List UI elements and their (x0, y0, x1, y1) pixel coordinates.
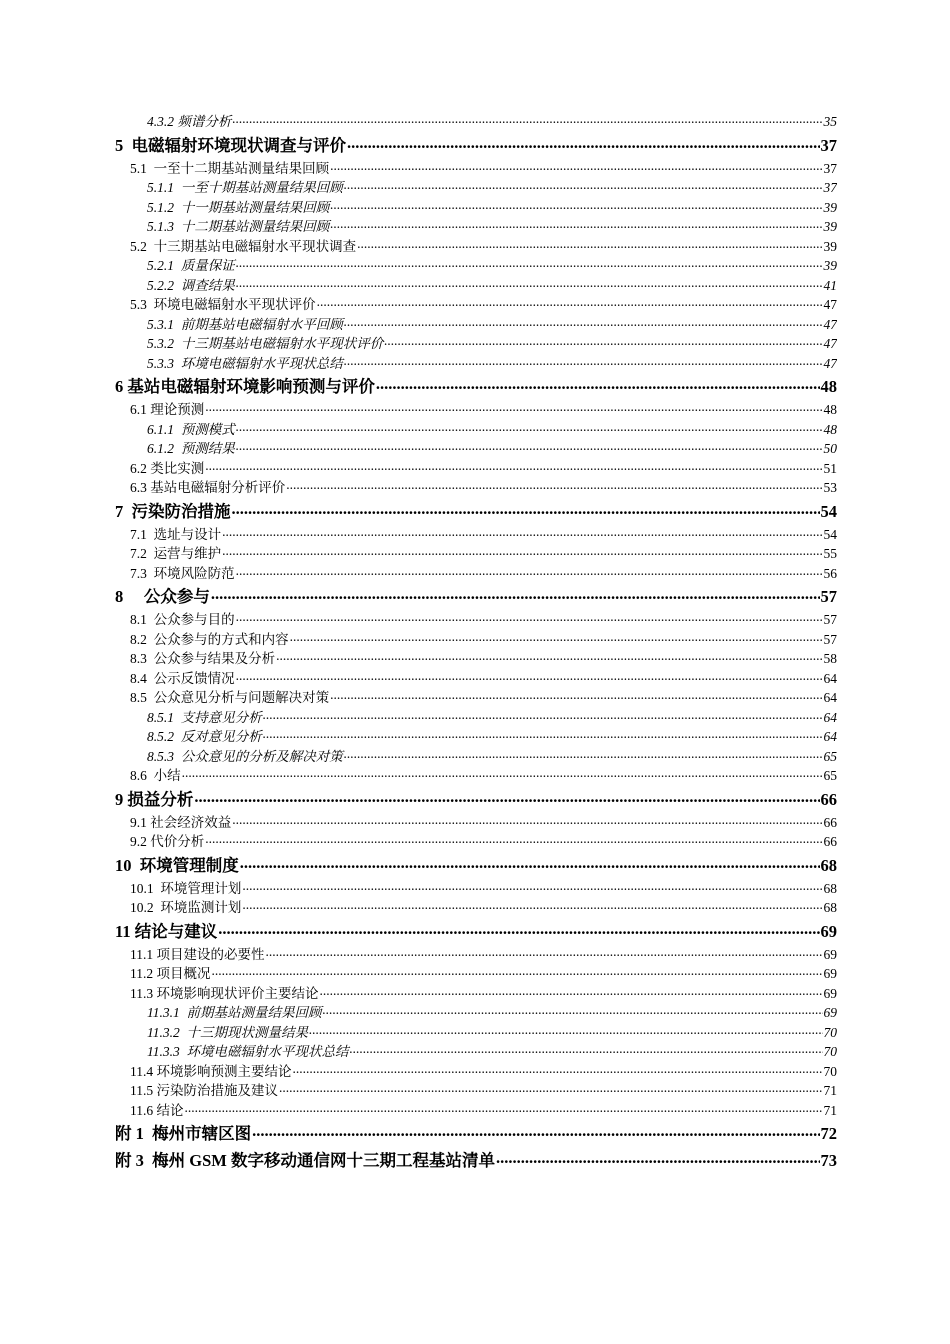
dot-leader (320, 984, 823, 1001)
toc-subsection-entry[interactable] (115, 1042, 837, 1062)
toc-entry-page-number: 47 (823, 355, 837, 371)
dot-leader (212, 964, 823, 981)
dot-leader (263, 708, 823, 725)
dot-leader (236, 276, 823, 293)
toc-subsection-entry[interactable] (115, 256, 837, 276)
dot-leader (232, 813, 822, 830)
toc-entry-title: 11.5 污染防治措施及建议 (130, 1083, 278, 1098)
dot-leader (350, 1042, 823, 1059)
dot-leader (496, 1147, 820, 1171)
dot-leader (276, 649, 822, 666)
toc-entry-page-number: 69 (823, 985, 837, 1001)
toc-section-entry[interactable] (115, 813, 837, 833)
toc-entry-title: 5.2 十三期基站电磁辐射水平现状调查 (130, 238, 357, 254)
toc-section-entry[interactable] (115, 984, 837, 1004)
toc-entry-title: 6.1.2 预测结果 (147, 441, 235, 456)
toc-section-entry[interactable] (115, 898, 837, 918)
toc-section-entry[interactable] (115, 478, 837, 498)
toc-entry-page-number: 68 (823, 880, 837, 896)
dot-leader (205, 832, 822, 849)
toc-entry-page-number: 41 (823, 277, 837, 293)
toc-entry-page-number: 65 (823, 748, 837, 764)
dot-leader (323, 1003, 823, 1020)
toc-entry-title: 11.3.3 环境电磁辐射水平现状总结 (147, 1044, 349, 1059)
toc-entry-title: 7 污染防治措施 (115, 501, 231, 521)
toc-entry-title: 8 公众参与 (115, 587, 210, 606)
toc-entry-page-number: 39 (823, 219, 837, 234)
toc-entry-title: 11.2 项目概况 (130, 966, 211, 981)
dot-leader (205, 459, 822, 476)
toc-entry-page-number: 70 (823, 1063, 837, 1079)
toc-section-entry[interactable] (115, 159, 837, 179)
toc-entry-title: 5.2.1 质量保证 (147, 258, 235, 273)
toc-entry-page-number: 48 (820, 377, 837, 396)
dot-leader (194, 786, 819, 810)
toc-entry-title: 11.3.1 前期基站测量结果回顾 (147, 1005, 322, 1020)
dot-leader (344, 178, 823, 195)
toc-subsection-entry[interactable] (115, 334, 837, 354)
toc-subsection-entry[interactable] (115, 747, 837, 767)
toc-entry-page-number: 71 (823, 1083, 837, 1098)
toc-chapter-entry[interactable] (115, 583, 837, 610)
toc-entry-title: 6.1.1 预测模式 (147, 421, 235, 437)
toc-entry-page-number: 69 (823, 946, 837, 962)
toc-subsection-entry[interactable] (115, 354, 837, 374)
toc-entry-page-number: 37 (823, 160, 837, 176)
dot-leader (236, 610, 823, 627)
toc-entry-page-number: 57 (823, 612, 837, 627)
dot-leader (240, 852, 820, 876)
toc-entry-title: 7.2 运营与维护 (130, 546, 222, 561)
toc-entry-page-number: 65 (823, 768, 837, 783)
toc-entry-page-number: 58 (823, 651, 837, 666)
table-of-contents (115, 112, 837, 1174)
dot-leader (286, 478, 822, 495)
toc-entry-title: 附 3 梅州 GSM 数字移动通信网十三期工程基站清单 (115, 1151, 495, 1170)
toc-entry-title: 8.5.3 公众意见的分析及解决对策 (147, 748, 343, 764)
toc-subsection-entry[interactable] (115, 1003, 837, 1023)
toc-entry-title: 附 1 梅州市辖区图 (115, 1124, 252, 1143)
dot-leader (182, 766, 823, 783)
toc-entry-page-number: 70 (823, 1024, 837, 1040)
toc-entry-title: 11 结论与建议 (115, 921, 218, 941)
toc-entry-page-number: 47 (823, 297, 837, 312)
toc-entry-title: 9.1 社会经济效益 (130, 814, 232, 830)
toc-section-entry[interactable] (115, 525, 837, 545)
toc-subsection-entry[interactable] (115, 276, 837, 296)
dot-leader (232, 498, 820, 522)
toc-subsection-entry[interactable] (115, 198, 837, 218)
toc-entry-page-number: 47 (823, 336, 837, 351)
dot-leader (236, 420, 823, 437)
toc-entry-title: 10.1 环境管理计划 (130, 880, 242, 896)
toc-section-entry[interactable] (115, 564, 837, 584)
toc-subsection-entry[interactable] (115, 420, 837, 440)
dot-leader (330, 688, 822, 705)
toc-subsection-entry[interactable] (115, 315, 837, 335)
toc-chapter-entry[interactable] (115, 1120, 837, 1147)
dot-leader (357, 237, 822, 254)
dot-leader (384, 334, 822, 351)
dot-leader (317, 295, 823, 312)
toc-entry-page-number: 55 (823, 546, 837, 561)
toc-entry-title: 8.5.2 反对意见分析 (147, 729, 262, 744)
toc-entry-page-number: 64 (823, 729, 837, 744)
dot-leader (290, 630, 823, 647)
toc-entry-title: 8.3 公众参与结果及分析 (130, 651, 276, 666)
toc-entry-title: 9.2 代价分析 (130, 834, 205, 849)
dot-leader (236, 564, 823, 581)
toc-entry-page-number: 56 (823, 565, 837, 581)
toc-chapter-entry[interactable] (115, 1147, 837, 1174)
toc-chapter-entry[interactable] (115, 786, 837, 813)
toc-entry-title: 11.3 环境影响现状评价主要结论 (130, 985, 319, 1001)
toc-entry-page-number: 70 (823, 1044, 837, 1059)
toc-entry-page-number: 66 (823, 834, 837, 849)
dot-leader (330, 217, 822, 234)
toc-subsection-entry[interactable] (115, 112, 837, 132)
dot-leader (376, 373, 820, 397)
toc-entry-page-number: 69 (820, 921, 837, 941)
toc-subsection-entry[interactable] (115, 217, 837, 237)
toc-chapter-entry[interactable] (115, 852, 837, 879)
toc-section-entry[interactable] (115, 688, 837, 708)
toc-entry-title: 7.1 选址与设计 (130, 526, 222, 542)
toc-subsection-entry[interactable] (115, 1023, 837, 1043)
toc-entry-title: 6.1 理论预测 (130, 402, 205, 417)
dot-leader (232, 112, 822, 129)
toc-section-entry[interactable] (115, 669, 837, 689)
toc-entry-page-number: 72 (820, 1124, 837, 1143)
toc-entry-title: 8.2 公众参与的方式和内容 (130, 631, 289, 647)
toc-chapter-entry[interactable] (115, 132, 837, 159)
dot-leader (205, 400, 822, 417)
toc-entry-page-number: 64 (823, 670, 837, 686)
toc-entry-page-number: 39 (823, 258, 837, 273)
dot-leader (222, 525, 822, 542)
toc-subsection-entry[interactable] (115, 727, 837, 747)
toc-entry-page-number: 69 (823, 966, 837, 981)
toc-entry-page-number: 47 (823, 316, 837, 332)
toc-entry-page-number: 64 (823, 690, 837, 705)
toc-entry-page-number: 69 (823, 1005, 837, 1020)
toc-entry-title: 9 损益分析 (115, 789, 194, 809)
toc-entry-title: 11.3.2 十三期现状测量结果 (147, 1024, 308, 1040)
toc-section-entry[interactable] (115, 832, 837, 852)
toc-entry-title: 6.2 类比实测 (130, 460, 205, 476)
dot-leader (344, 354, 823, 371)
dot-leader (252, 1120, 819, 1144)
toc-entry-title: 4.3.2 频谱分析 (147, 114, 232, 129)
toc-section-entry[interactable] (115, 945, 837, 965)
dot-leader (222, 544, 822, 561)
toc-section-entry[interactable] (115, 459, 837, 479)
toc-section-entry[interactable] (115, 295, 837, 315)
toc-entry-page-number: 51 (823, 460, 837, 476)
dot-leader (344, 315, 823, 332)
toc-entry-page-number: 37 (820, 135, 837, 155)
toc-entry-title: 6 基站电磁辐射环境影响预测与评价 (115, 377, 375, 396)
dot-leader (242, 879, 822, 896)
toc-entry-page-number: 68 (820, 855, 837, 875)
toc-chapter-entry[interactable] (115, 373, 837, 400)
toc-entry-title: 11.1 项目建设的必要性 (130, 946, 265, 962)
toc-entry-title: 7.3 环境风险防范 (130, 565, 235, 581)
toc-chapter-entry[interactable] (115, 498, 837, 525)
toc-subsection-entry[interactable] (115, 178, 837, 198)
dot-leader (266, 945, 823, 962)
toc-entry-title: 10.2 环境监测计划 (130, 900, 242, 915)
toc-entry-title: 5.3.1 前期基站电磁辐射水平回顾 (147, 316, 343, 332)
dot-leader (309, 1023, 823, 1040)
toc-section-entry[interactable] (115, 237, 837, 257)
toc-entry-title: 5.3 环境电磁辐射水平现状评价 (130, 297, 316, 312)
toc-subsection-entry[interactable] (115, 708, 837, 728)
toc-chapter-entry[interactable] (115, 918, 837, 945)
toc-subsection-entry[interactable] (115, 439, 837, 459)
dot-leader (185, 1101, 823, 1118)
toc-entry-page-number: 48 (823, 402, 837, 417)
toc-entry-title: 8.5.1 支持意见分析 (147, 709, 262, 725)
toc-entry-page-number: 64 (823, 709, 837, 725)
dot-leader (236, 439, 823, 456)
toc-entry-title: 5 电磁辐射环境现状调查与评价 (115, 135, 346, 155)
toc-entry-page-number: 39 (823, 238, 837, 254)
toc-entry-title: 11.4 环境影响预测主要结论 (130, 1063, 292, 1079)
toc-section-entry[interactable] (115, 1081, 837, 1101)
toc-entry-page-number: 54 (823, 526, 837, 542)
dot-leader (293, 1062, 823, 1079)
dot-leader (236, 256, 823, 273)
toc-entry-page-number: 57 (823, 631, 837, 647)
toc-entry-page-number: 50 (823, 441, 837, 456)
toc-section-entry[interactable] (115, 766, 837, 786)
toc-section-entry[interactable] (115, 400, 837, 420)
toc-entry-page-number: 57 (820, 587, 837, 606)
toc-entry-title: 5.2.2 调查结果 (147, 277, 235, 293)
toc-section-entry[interactable] (115, 630, 837, 650)
dot-leader (236, 669, 823, 686)
toc-entry-page-number: 66 (823, 814, 837, 830)
toc-entry-title: 8.5 公众意见分析与问题解决对策 (130, 690, 330, 705)
toc-entry-title: 8.1 公众参与目的 (130, 612, 235, 627)
toc-entry-title: 5.1.1 一至十期基站测量结果回顾 (147, 180, 343, 195)
toc-section-entry[interactable] (115, 879, 837, 899)
toc-section-entry[interactable] (115, 1062, 837, 1082)
toc-entry-title: 5.3.2 十三期基站电磁辐射水平现状评价 (147, 336, 384, 351)
toc-entry-title: 11.6 结论 (130, 1102, 184, 1118)
toc-entry-page-number: 35 (823, 114, 837, 129)
dot-leader (344, 747, 823, 764)
toc-entry-title: 10 环境管理制度 (115, 855, 239, 875)
toc-entry-page-number: 66 (820, 789, 837, 809)
toc-entry-page-number: 71 (823, 1102, 837, 1118)
dot-leader (330, 198, 822, 215)
toc-entry-page-number: 68 (823, 900, 837, 915)
toc-entry-title: 8.4 公示反馈情况 (130, 670, 235, 686)
toc-entry-title: 5.3.3 环境电磁辐射水平现状总结 (147, 355, 343, 371)
toc-entry-page-number: 53 (823, 480, 837, 495)
toc-section-entry[interactable] (115, 649, 837, 669)
dot-leader (211, 583, 820, 607)
dot-leader (330, 159, 822, 176)
dot-leader (242, 898, 822, 915)
toc-section-entry[interactable] (115, 610, 837, 630)
dot-leader (218, 918, 819, 942)
toc-entry-title: 6.3 基站电磁辐射分析评价 (130, 480, 286, 495)
dot-leader (347, 132, 820, 156)
toc-section-entry[interactable] (115, 544, 837, 564)
toc-entry-page-number: 48 (823, 421, 837, 437)
toc-section-entry[interactable] (115, 964, 837, 984)
toc-entry-page-number: 73 (820, 1151, 837, 1170)
toc-entry-title: 5.1.3 十二期基站测量结果回顾 (147, 219, 330, 234)
dot-leader (263, 727, 823, 744)
toc-entry-page-number: 39 (823, 199, 837, 215)
toc-entry-title: 5.1 一至十二期基站测量结果回顾 (130, 160, 330, 176)
toc-entry-page-number: 37 (823, 180, 837, 195)
toc-entry-title: 5.1.2 十一期基站测量结果回顾 (147, 199, 330, 215)
toc-entry-page-number: 54 (820, 501, 837, 521)
toc-entry-title: 8.6 小结 (130, 768, 181, 783)
toc-section-entry[interactable] (115, 1101, 837, 1121)
dot-leader (279, 1081, 823, 1098)
